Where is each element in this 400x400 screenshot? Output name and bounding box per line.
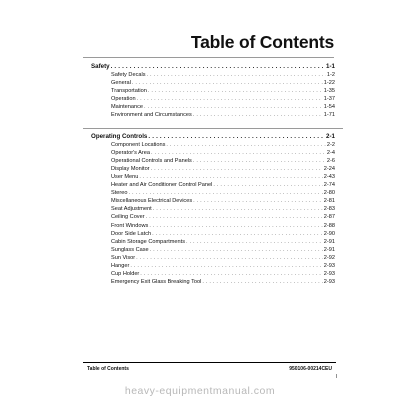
toc-entry-label: User Menu (111, 173, 139, 180)
dot-leader (213, 181, 322, 189)
dot-leader (111, 62, 325, 71)
toc-entry-label: Front Windows (111, 222, 149, 229)
section-spacer (91, 120, 335, 128)
dot-leader (149, 222, 322, 230)
dot-leader (193, 111, 323, 119)
toc-entry-label: Heater and Air Conditioner Control Panel (111, 182, 213, 189)
toc-entry-page: 2-92 (323, 254, 335, 261)
footer-rule (83, 362, 336, 363)
toc-entry-page: 2-90 (323, 230, 335, 237)
toc-section-page: 1-1 (326, 63, 335, 70)
toc-entry-page: 2-2 (326, 141, 335, 148)
toc-entry-page: 1-71 (323, 112, 335, 119)
toc-entry-label: Door Side Latch (111, 230, 152, 237)
toc-entry-page: 2-6 (326, 157, 335, 164)
toc-entry-label: Operator's Area (111, 149, 151, 156)
toc-entry-page: 2-80 (323, 190, 335, 197)
toc-entry[interactable] (111, 87, 335, 95)
toc-entry[interactable] (111, 71, 335, 79)
toc-entry[interactable] (111, 149, 335, 157)
toc-entry-page: 1-22 (323, 80, 335, 87)
toc-entry[interactable] (111, 197, 335, 205)
dot-leader (186, 238, 323, 246)
footer-doc-number: 950106-00214CEU (289, 366, 332, 372)
toc-entry-page: 2-88 (323, 222, 335, 229)
toc-entry-page: 1-37 (323, 96, 335, 103)
toc-entry[interactable] (111, 238, 335, 246)
dot-leader (152, 230, 323, 238)
toc-entry-label: Cup Holder (111, 271, 140, 278)
title-rule (83, 57, 334, 58)
toc-entry[interactable] (111, 189, 335, 197)
dot-leader (148, 132, 325, 141)
toc-section-operating-controls[interactable] (91, 132, 335, 141)
toc-entry-page: 2-24 (323, 165, 335, 172)
toc-section-page: 2-1 (326, 132, 335, 140)
toc-entry-label: Operation (111, 96, 136, 103)
toc-entry-label: Safety Decals (111, 72, 146, 78)
toc-entry-page: 2-4 (326, 149, 335, 156)
footer-page-number: I (335, 374, 337, 380)
toc-entry-page: 1-54 (323, 104, 335, 111)
toc-entry-label: Stereo (111, 190, 128, 197)
toc-entry-page: 2-93 (323, 262, 335, 269)
toc-entry[interactable] (111, 246, 335, 254)
toc-entry[interactable] (111, 270, 335, 278)
toc-entry-page: 2-93 (323, 279, 335, 286)
toc-entry[interactable] (111, 173, 335, 181)
dot-leader (202, 278, 322, 286)
toc-entry[interactable] (111, 79, 335, 87)
toc-entry[interactable] (111, 157, 335, 165)
toc-entry[interactable] (111, 205, 335, 213)
toc-entry[interactable] (111, 254, 335, 262)
toc-entry-label: Ceiling Cover (111, 214, 145, 221)
table-of-contents (91, 62, 335, 286)
toc-entry-label: Sun Visor (111, 254, 136, 261)
toc-entry-page: 2-91 (323, 238, 335, 245)
toc-entry-label: Emergency Exit Glass Breaking Tool (111, 279, 202, 286)
page-title: Table of Contents (190, 32, 334, 52)
toc-entry-page: 2-43 (323, 173, 335, 180)
toc-entry-page: 2-87 (323, 214, 335, 221)
toc-entry[interactable] (111, 262, 335, 270)
toc-entry-label: Miscellaneous Electrical Devices (111, 198, 193, 205)
toc-entry-page: 2-83 (323, 206, 335, 213)
toc-entry-label: Component Locations (111, 141, 166, 148)
toc-entry-label: Sunglass Case (111, 246, 149, 253)
toc-entry[interactable] (111, 95, 335, 103)
watermark: heavy-equipmentmanual.com (124, 385, 276, 397)
dot-leader (139, 173, 322, 181)
toc-entry-label: Display Monitor (111, 165, 150, 172)
dot-leader (130, 262, 322, 270)
dot-leader (128, 189, 322, 197)
toc-entry-label: Hanger (111, 262, 130, 269)
dot-leader (166, 141, 325, 149)
toc-entry-label: Environment and Circumstances (111, 112, 192, 119)
dot-leader (132, 79, 323, 87)
toc-entry-label: Maintenance (111, 104, 144, 111)
toc-section-title: Operating Controls (91, 132, 148, 140)
toc-entry[interactable] (111, 141, 335, 149)
dot-leader (140, 270, 323, 278)
dot-leader (144, 103, 323, 111)
toc-entry-page: 2-81 (323, 198, 335, 205)
toc-entry[interactable] (111, 103, 335, 111)
footer-title: Table of Contents (87, 366, 129, 372)
dot-leader (193, 197, 323, 205)
toc-entry[interactable] (111, 278, 335, 286)
toc-section-title: Safety (91, 63, 110, 70)
toc-entry-page: 2-74 (323, 182, 335, 189)
dot-leader (151, 149, 326, 157)
dot-leader (153, 205, 323, 213)
toc-entry-page: 2-91 (323, 246, 335, 253)
toc-entry-page: 1-2 (326, 72, 335, 78)
dot-leader (193, 157, 326, 165)
dot-leader (151, 165, 323, 173)
toc-entry-page: 2-93 (323, 271, 335, 278)
toc-entry[interactable] (111, 213, 335, 221)
dot-leader (136, 254, 323, 262)
toc-entry-label: General (111, 80, 131, 87)
toc-entry[interactable] (111, 230, 335, 238)
toc-entry[interactable] (111, 165, 335, 173)
dot-leader (148, 87, 323, 95)
toc-entry[interactable] (111, 181, 335, 189)
dot-leader (137, 95, 323, 103)
toc-entry[interactable] (111, 222, 335, 230)
toc-entry-page: 1-35 (323, 88, 335, 95)
dot-leader (150, 246, 323, 254)
toc-entry-label: Transportation (111, 88, 147, 95)
toc-entry[interactable] (111, 111, 335, 119)
dot-leader (146, 213, 323, 221)
toc-section-safety[interactable] (91, 62, 335, 71)
dot-leader (147, 71, 326, 79)
toc-entry-label: Cabin Storage Compartments (111, 238, 185, 245)
toc-entry-label: Operational Controls and Panels (111, 157, 192, 164)
toc-entry-label: Seat Adjustment (111, 206, 152, 213)
